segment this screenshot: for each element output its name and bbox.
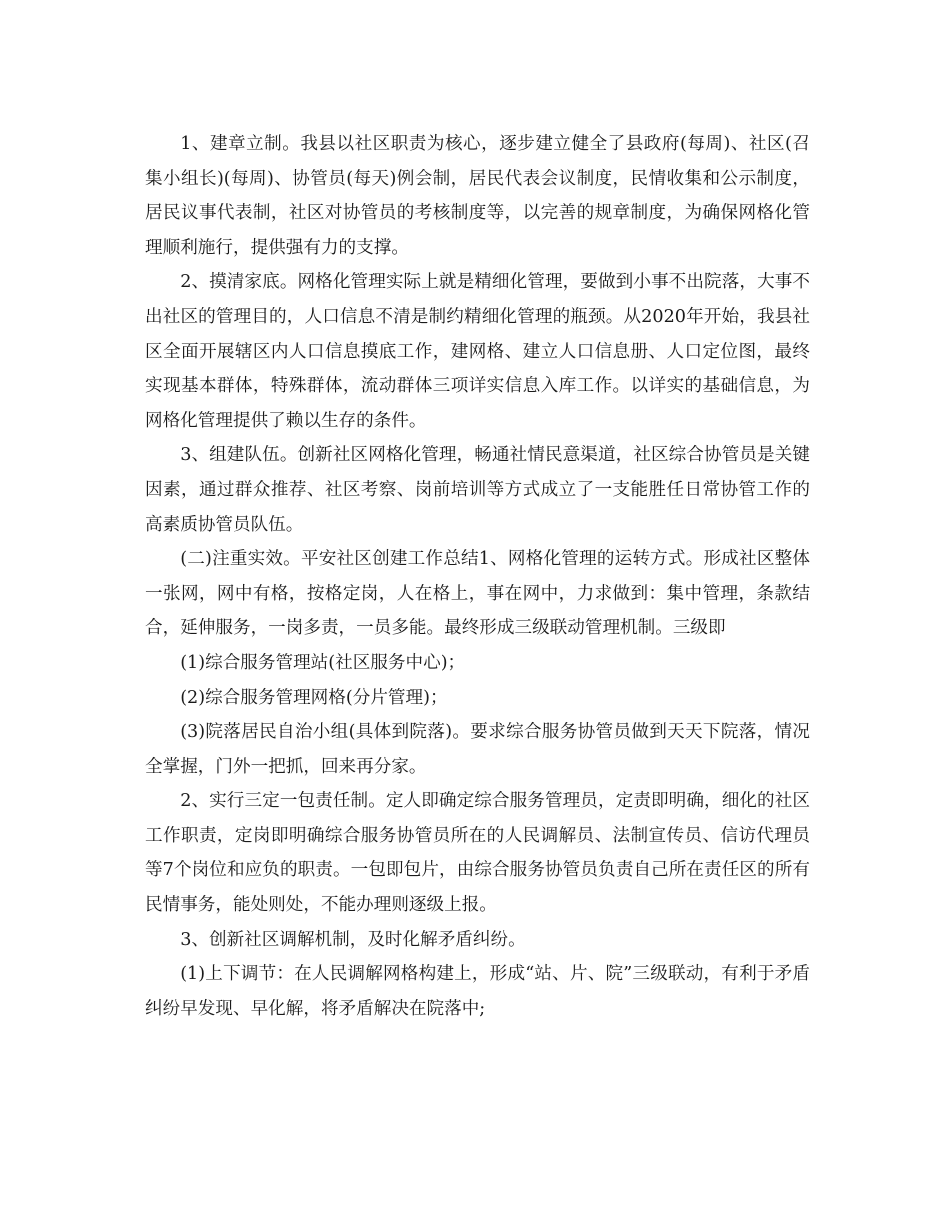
paragraph-service-grid: (2)综合服务管理网格(分片管理)； (180, 687, 448, 708)
paragraph-mediation-mechanism: 3、创新社区调解机制，及时化解矛盾纠纷。 (180, 929, 526, 950)
paragraph-team-building: 3、组建队伍。创新社区网格化管理，畅通社情民意渠道，社区综合协管员是关键因素，通过群众推荐、社区考察、岗前培训等方式成立了一支能胜任日常协管工作的高素质协管员队伍。 (145, 445, 810, 535)
paragraph-service-station: (1)综合服务管理站(社区服务中心)； (180, 652, 466, 673)
paragraph-responsibility-system: 2、实行三定一包责任制。定人即确定综合服务管理员，定责即明确，细化的社区工作职责，定岗即明确综合服务协管员所在的人民调解员、法制宣传员、信访代理员等7个岗位和应负的职责。一包即包片，由综合服务协管员负责自己所在责任区的所有民情事务，能处则处，不能办理则逐级上报。 (145, 791, 810, 916)
paragraph-practical-results: (二)注重实效。平安社区创建工作总结1、网格化管理的运转方式。形成社区整体一张网，网中有格，按格定岗，人在格上，事在网中，力求做到：集中管理，条款结合，延伸服务，一岗多责，一员多能。最终形成三级联动管理机制。三级即 (145, 549, 810, 639)
paragraph-mediation-levels: (1)上下调节：在人民调解网格构建上，形成“站、片、院”三级联动，有利于矛盾纠纷早发现、早化解，将矛盾解决在院落中; (145, 964, 810, 1019)
document-body (145, 127, 810, 1026)
paragraph-household-survey: 2、摸清家底。网格化管理实际上就是精细化管理，要做到小事不出院落，大事不出社区的管理目的，人口信息不清是制约精细化管理的瓶颈。从2020年开始，我县社区全面开展辖区内人口信息摸底工作，建网格、建立人口信息册、人口定位图，最终实现基本群体，特殊群体，流动群体三项详实信息入库工作。以详实的基础信息，为网格化管理提供了赖以生存的条件。 (145, 272, 810, 431)
paragraph-resident-groups: (3)院落居民自治小组(具体到院落)。要求综合服务协管员做到天天下院落，情况全掌握，门外一把抓，回来再分家。 (145, 722, 810, 777)
paragraph-establish-rules: 1、建章立制。我县以社区职责为核心，逐步建立健全了县政府(每周)、社区(召集小组长)(每周)、协管员(每天)例会制，居民代表会议制度，民情收集和公示制度，居民议事代表制，社区对协管员的考核制度等，以完善的规章制度，为确保网格化管理顺利施行，提供强有力的支撑。 (145, 134, 810, 258)
